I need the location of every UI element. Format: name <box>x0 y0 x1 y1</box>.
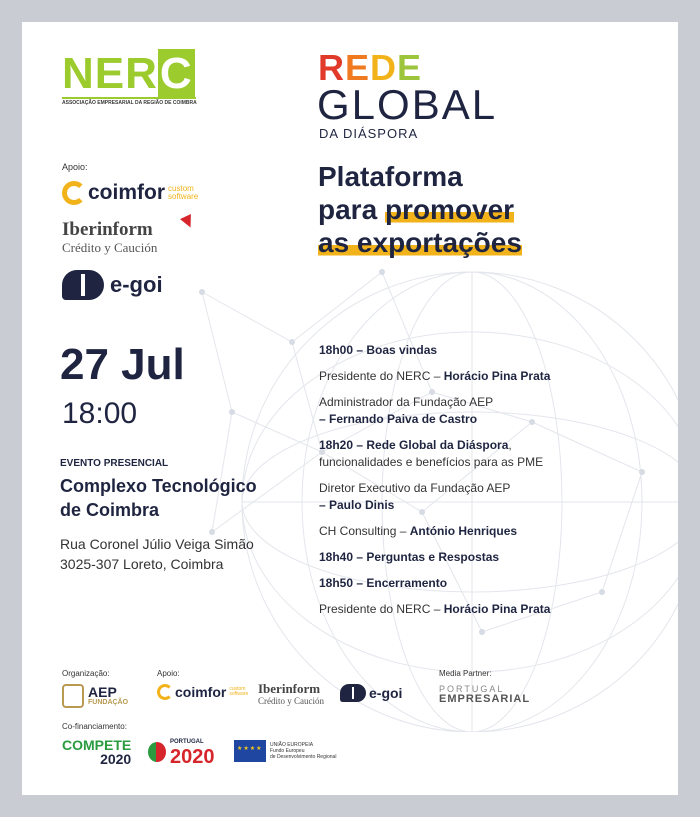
egoi-name: e-goi <box>110 272 163 297</box>
coimfor-tag-2: software <box>168 192 199 201</box>
program-role: CH Consulting – <box>319 524 410 538</box>
program-item <box>319 601 659 618</box>
coimfor-tag-1: custom <box>229 686 246 692</box>
program-speaker: Horácio Pina Prata <box>443 369 551 383</box>
pt2020-big: 2020 <box>170 746 215 768</box>
program-item <box>319 368 659 385</box>
nerc-subtitle: ASSOCIAÇÃO EMPRESARIAL DA REGIÃO DE COIMBRA <box>62 97 196 106</box>
program-item <box>319 342 659 359</box>
program-speaker: Horácio Pina Prata <box>443 602 551 616</box>
program-item <box>319 394 659 428</box>
aep-logo <box>62 684 128 708</box>
portugal-flag-icon <box>148 742 166 762</box>
coimfor-tag-1: custom <box>168 184 194 193</box>
coimfor-ring-icon <box>157 684 173 700</box>
address-line-2: 3025-307 Loreto, Coimbra <box>60 556 224 572</box>
compete-year: 2020 <box>100 751 132 767</box>
rede-letter: E <box>345 47 371 88</box>
eu-line-1: UNIÃO EUROPEIA <box>270 742 314 748</box>
aep-seal-icon <box>62 684 84 708</box>
iberinform-name: Iberinform <box>258 681 321 696</box>
program-title: 18h20 – Rede Global da Diáspora <box>319 438 509 452</box>
eu-fund-logo <box>234 740 336 762</box>
nerc-logo <box>62 49 195 98</box>
program-title: 18h40 – Perguntas e Respostas <box>319 550 500 564</box>
portugal-text: PORTUGAL <box>439 684 505 694</box>
egoi-name: e-goi <box>369 685 403 701</box>
pt2020-small: PORTUGAL <box>170 739 204 745</box>
footer-coimfor-logo <box>157 684 248 700</box>
headline-line-2-text: para <box>318 194 385 225</box>
iberinform-subtitle: Crédito y Caución <box>62 240 158 255</box>
program-role: Presidente do NERC – <box>319 369 444 383</box>
program-item <box>319 437 659 471</box>
event-time: 18:00 <box>62 397 138 430</box>
program-role: Diretor Executivo da Fundação AEP <box>319 481 511 495</box>
program-item <box>319 523 659 540</box>
headline-highlight: promover <box>384 194 515 225</box>
portugal-2020-logo <box>148 737 215 767</box>
eu-line-2: Fundo Europeu <box>270 748 305 754</box>
nerc-logo-text: NER <box>62 49 158 98</box>
event-poster <box>22 22 678 795</box>
program-role: Presidente do NERC – <box>319 602 444 616</box>
eu-line-3: de Desenvolvimento Regional <box>270 754 337 760</box>
nerc-logo-c: C <box>159 49 193 98</box>
program-description: funcionalidades e benefícios para as PME <box>319 455 544 469</box>
program-list <box>319 342 659 627</box>
program-title: 18h00 – Boas vindas <box>319 343 438 357</box>
venue-line-2: de Coimbra <box>60 500 160 520</box>
portugal-empresarial-logo <box>439 684 530 704</box>
rede-letter: D <box>370 47 398 88</box>
headline-line-1: Plataforma <box>318 161 463 192</box>
global-wordmark: GLOBAL <box>317 81 498 128</box>
compete-text: COMPETE <box>62 737 132 753</box>
footer-egoi-logo <box>340 684 402 702</box>
coimfor-logo <box>62 174 198 212</box>
rede-letter: R <box>318 47 345 88</box>
program-item <box>319 549 659 566</box>
footer-apoio-label: Apoio: <box>157 669 180 678</box>
coimfor-name: coimfor <box>88 181 166 204</box>
coimfor-tagline <box>168 185 198 201</box>
egoi-logo <box>62 270 163 300</box>
empresarial-text: EMPRESARIAL <box>439 693 531 705</box>
headline-line-3 <box>318 226 522 259</box>
program-speaker: – Paulo Dinis <box>319 498 395 512</box>
coimfor-tag-2: software <box>229 691 249 697</box>
footer-iberinform-logo <box>258 682 324 708</box>
coimfor-tagline <box>229 687 248 697</box>
event-address <box>60 534 254 574</box>
rede-letter: E <box>397 47 423 88</box>
iberinform-logo: Iberinform <box>62 219 153 240</box>
aep-name: AEP <box>88 683 117 700</box>
program-role: Administrador da Fundação AEP <box>319 395 494 409</box>
eu-flag-icon <box>234 740 266 762</box>
headline-line-2 <box>318 193 522 226</box>
egoi-bubble-icon <box>62 270 104 300</box>
egoi-bubble-icon <box>340 684 366 702</box>
program-title: 18h50 – Encerramento <box>319 576 448 590</box>
venue-line-1: Complexo Tecnológico <box>60 476 257 496</box>
address-line-1: Rua Coronel Júlio Veiga Simão <box>60 536 254 552</box>
apoio-label: Apoio: <box>62 162 88 172</box>
program-item <box>319 480 659 514</box>
event-date: 27 Jul <box>60 340 185 389</box>
program-speaker: – Fernando Paiva de Castro <box>319 412 478 426</box>
iberinform-subtitle: Crédito y Caución <box>258 696 324 706</box>
media-partner-label: Media Partner: <box>439 669 492 678</box>
event-kind: EVENTO PRESENCIAL <box>60 458 169 469</box>
coimfor-name: coimfor <box>175 684 227 700</box>
headline <box>318 160 522 259</box>
program-comma: , <box>508 438 512 452</box>
program-speaker: António Henriques <box>409 524 518 538</box>
diaspora-wordmark: DA DIÁSPORA <box>319 126 419 141</box>
coimfor-ring-icon <box>62 181 86 205</box>
organizacao-label: Organização: <box>62 669 110 678</box>
event-venue <box>60 474 257 522</box>
cofinanciamento-label: Co-financiamento: <box>62 722 127 731</box>
compete-2020-logo <box>62 738 131 766</box>
aep-sub: FUNDAÇÃO <box>88 698 129 706</box>
program-item <box>319 575 659 592</box>
headline-highlight: as exportações <box>318 227 522 258</box>
